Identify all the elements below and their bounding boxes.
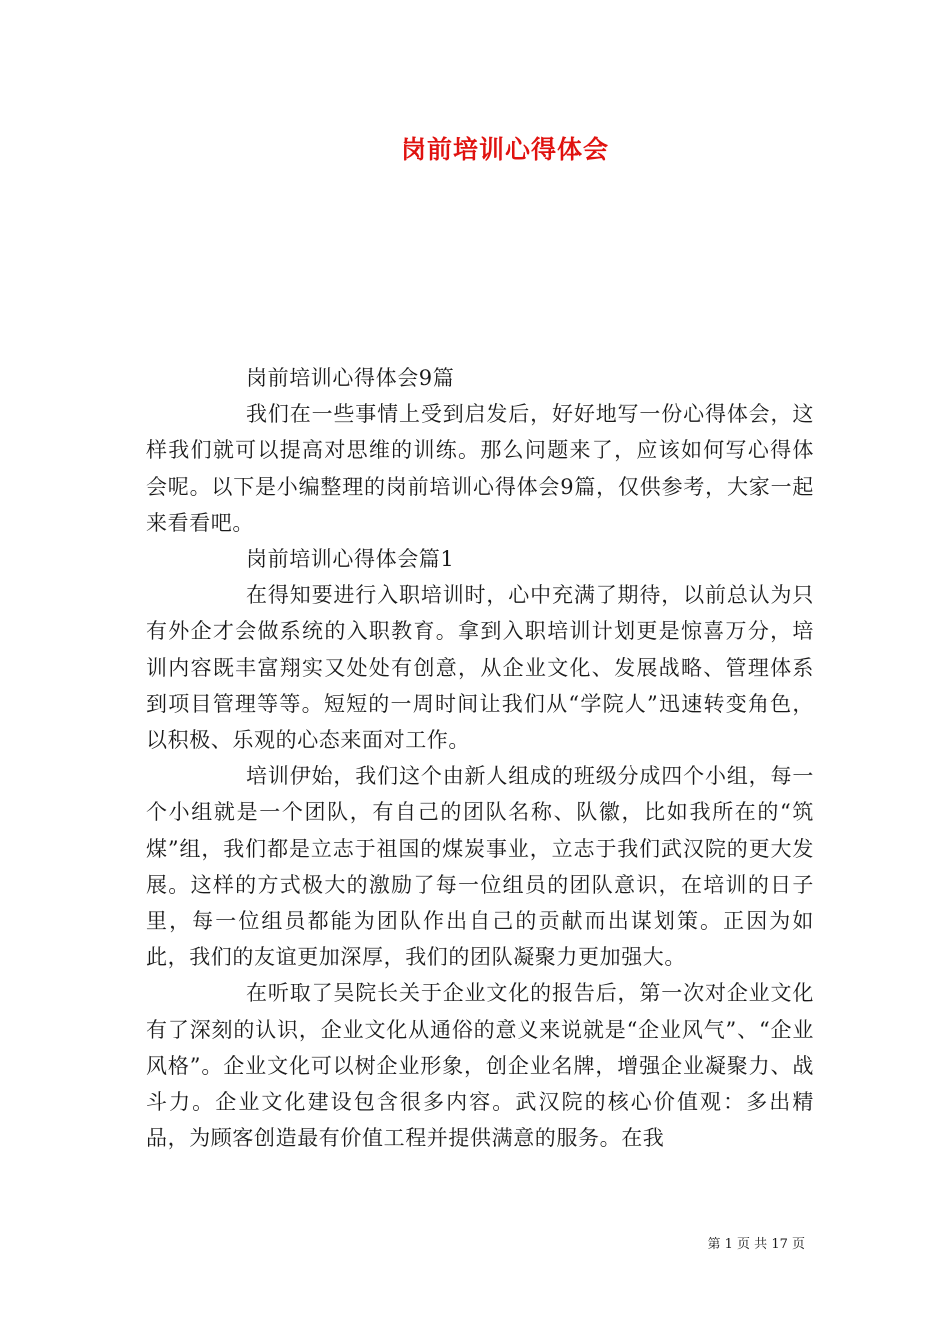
- document-title: 岗前培训心得体会: [400, 135, 609, 164]
- body-paragraph: 培训伊始，我们这个由新人组成的班级分成四个小组，每一个小组就是一个团队，有自己的团队名称、队徽，比如我所在的“筑煤”组，我们都是立志于祖国的煤炭事业，立志于我们武汉院的更大发展。这样的方式极大的激励了每一位组员的团队意识，在培训的日子里，每一位组员都能为团队作出自己的贡献而出谋划策。正因为如此，我们的友谊更加深厚，我们的团队凝聚力更加强大。: [146, 764, 814, 970]
- document-body: [146, 360, 814, 1156]
- body-paragraph: 在得知要进行入职培训时，心中充满了期待，以前总认为只有外企才会做系统的入职教育。拿到入职培训计划更是惊喜万分，培训内容既丰富翔实又处处有创意，从企业文化、发展战略、管理体系到项目管理等等。短短的一周时间让我们从“学院人”迅速转变角色，以积极、乐观的心态来面对工作。: [146, 583, 814, 753]
- section-heading: 岗前培训心得体会篇1: [246, 547, 455, 572]
- intro-paragraph: 我们在一些事情上受到启发后，好好地写一份心得体会，这样我们就可以提高对思维的训练。那么问题来了，应该如何写心得体会呢。以下是小编整理的岗前培训心得体会9篇，仅供参考，大家一起来看看吧。: [146, 402, 814, 535]
- page-indicator: 第 1 页 共 17 页: [707, 1237, 805, 1252]
- subtitle-paragraph: 岗前培训心得体会9篇: [246, 366, 455, 390]
- body-paragraph: 在听取了吴院长关于企业文化的报告后，第一次对企业文化有了深刻的认识，企业文化从通俗的意义来说就是“企业风气”、“企业风格”。企业文化可以树企业形象，创企业名牌，增强企业凝聚力、战斗力。企业文化建设包含很多内容。武汉院的核心价值观：多出精品，为顾客创造最有价值工程并提供满意的服务。在我: [146, 981, 814, 1151]
